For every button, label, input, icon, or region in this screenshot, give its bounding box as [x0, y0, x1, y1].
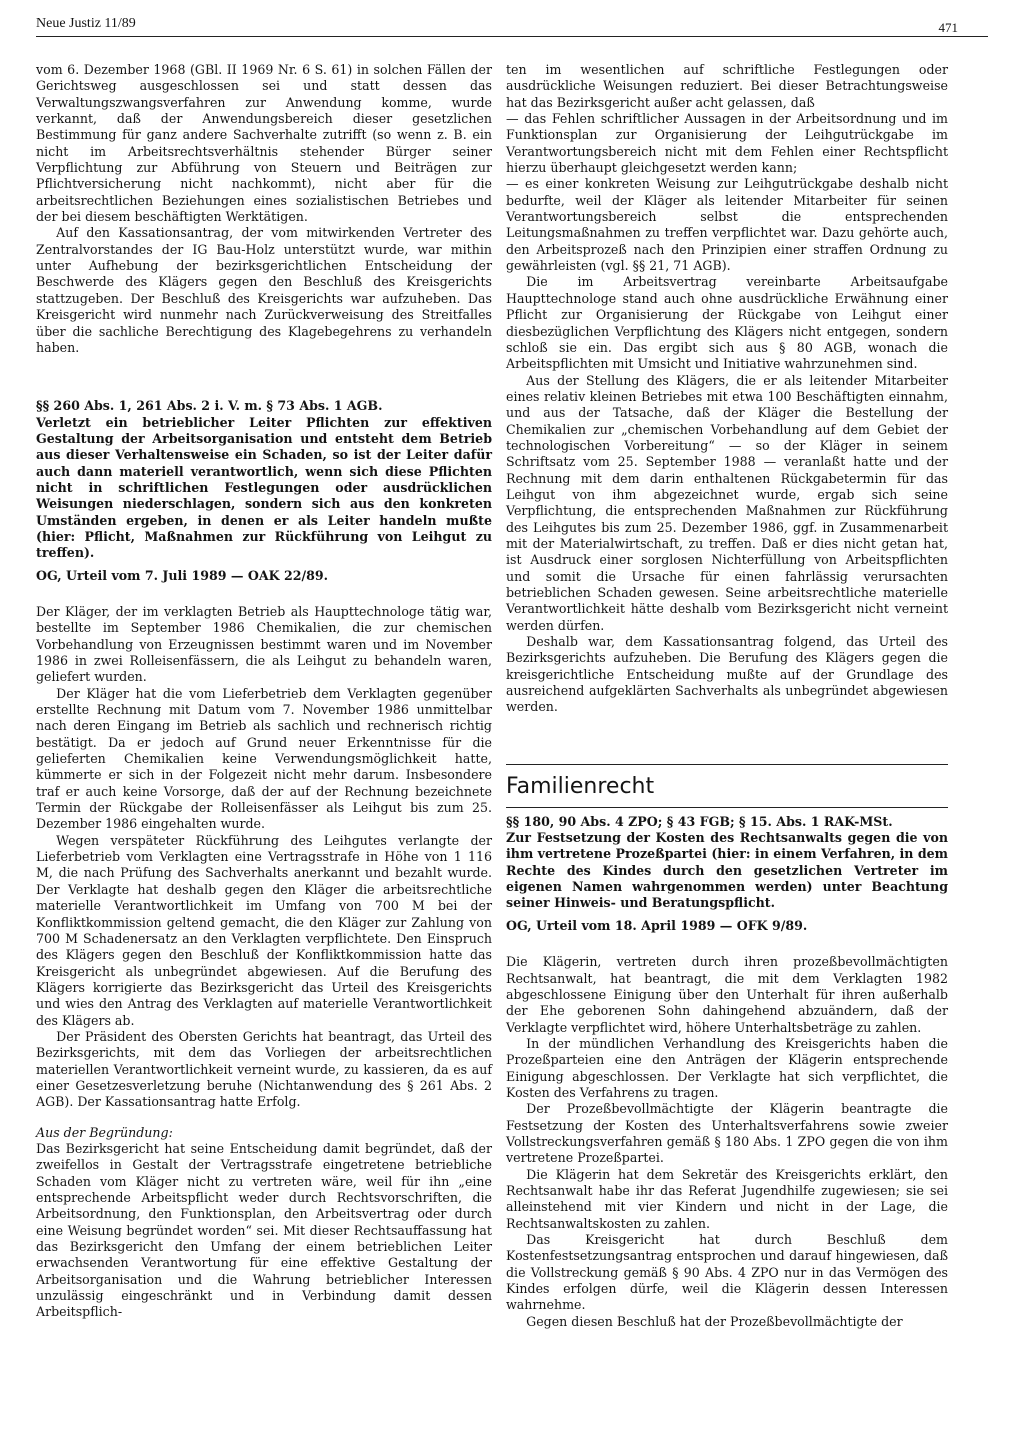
spacer	[36, 1111, 492, 1125]
paragraph: Aus der Stellung des Klägers, die er als leitender Mitarbeiter eines relativ kleinen Betriebes mit etwa 100 Beschäftigten einnahm, und aus der Tatsache, daß der Kläger die Bestellung der Chemikalien zur „chemischen Vorbehandlung auf dem Gebiet der technologischen Vorbereitung“ — so der Kläger in seinem Schriftsatz vom 25. September 1988 — veranlaßt hatte und der Rechnung mit dem darin enthaltenen Rückgabetermin für das Leihgut von ihm abgezeichnet wurde, ergab sich seine Verpflichtung, die entsprechenden Maßnahmen zur Rückführung des Leihgutes bis zum 25. Dezember 1986, ggf. in Zusammenarbeit mit der Materialwirtschaft, zu treffen. Daß er dies nicht getan hat, ist Ausdruck einer sorglosen Nichterfüllung von Arbeitspflichten und somit die Ursache für einen fahrlässig verursachten betrieblichen Schaden gewesen. Seine arbeitsrechtliche materielle Verantwortlichkeit hätte deshalb vom Bezirksgericht nicht verneint werden dürfen.	[506, 372, 948, 633]
spacer	[36, 356, 492, 398]
page-header	[36, 16, 988, 46]
paragraph: Auf den Kassationsantrag, der vom mitwirkenden Vertreter des Zentralvorstandes der IG Bau-Holz unterstützt wurde, war mithin unter Aufhebung der bezirksgerichtlichen Entscheidung der Beschwerde des Klägers gegen den Beschluß des Kreisgerichts stattzugeben. Der Beschluß des Kreisgerichts war aufzuheben. Das Kreisgericht wird nunmehr nach Zurückverweisung des Streitfalles über die sachliche Berechtigung des Klagebegehrens zu verhandeln haben.	[36, 225, 492, 355]
paragraph: Der Prozeßbevollmächtigte der Klägerin beantragte die Festsetzung der Kosten des Unterhaltsverfahrens sowie zweier Vollstreckungsverfahren gemäß § 180 Abs. 1 ZPO gegen die von ihm vertretene Prozeßpartei.	[506, 1101, 948, 1166]
spacer	[36, 584, 492, 604]
case-headnote: Zur Festsetzung der Kosten des Rechtsanwalts gegen die von ihm vertretene Prozeßpartei (hier: in einem Verfahren, in dem Rechte des Kindes durch den gesetzlichen Vertreter im eigenen Namen wahrgenommen werden) unter Beachtung seiner Hinweis- und Beratungspflicht.	[506, 830, 948, 911]
section-title: Familienrecht	[506, 764, 948, 808]
case-court: OG, Urteil vom 7. Juli 1989 — OAK 22/89.	[36, 567, 328, 583]
header-rule	[36, 36, 988, 37]
page-number: 471	[938, 20, 958, 35]
case-citation: §§ 180, 90 Abs. 4 ZPO; § 43 FGB; § 15. Abs. 1 RAK-MSt.	[506, 813, 893, 829]
paragraph: Deshalb war, dem Kassationsantrag folgend, das Urteil des Bezirksgerichts aufzuheben. Die Berufung des Klägers gegen die kreisgerichtliche Entscheidung mußte auf der Grundlage des ausreichend aufgeklärten Sachverhalts als unbegründet abgewiesen werden.	[506, 634, 948, 715]
paragraph: ten im wesentlichen auf schriftliche Festlegungen oder ausdrückliche Weisungen reduziert. Bei dieser Betrachtungsweise hat das Bezirksgericht außer acht gelassen, daß	[506, 62, 948, 110]
spacer	[506, 934, 948, 954]
right-column	[506, 62, 948, 1330]
case-headnote: Verletzt ein betrieblicher Leiter Pflichten zur effektiven Gestaltung der Arbeitsorganisation und entsteht dem Betrieb aus dieser Verhaltensweise ein Schaden, so ist der Leiter dafür auch dann materiell verantwortlich, wenn sich diese Pflichten nicht in schriftlichen Festlegungen oder ausdrücklichen Weisungen niederschlagen, sondern sich aus den konkreten Umständen ergeben, in denen er als Leiter handeln mußte (hier: Pflicht, Maßnahmen zur Rückführung von Leihgut zu treffen).	[36, 414, 492, 561]
journal-title: Neue Justiz 11/89	[36, 16, 136, 31]
paragraph: Der Präsident des Obersten Gerichts hat beantragt, das Urteil des Bezirksgerichts, mit dem das Vorliegen der arbeitsrechtlichen materiellen Verantwortlichkeit verneint wurde, zu kassieren, da es auf einer Gesetzesverletzung beruhe (Nichtanwendung des § 261 Abs. 2 AGB). Der Kassationsantrag hatte Erfolg.	[36, 1028, 492, 1110]
list-item: — das Fehlen schriftlicher Aussagen in der Arbeitsordnung und im Funktionsplan zur Organisierung der Leihgutrückgabe im Verantwortungsbereich nicht mit dem Fehlen einer Rechtspflicht hierzu überhaupt gleichgesetzt werden kann;	[506, 111, 948, 176]
case-court: OG, Urteil vom 18. April 1989 — OFK 9/89.	[506, 917, 808, 933]
paragraph: In der mündlichen Verhandlung des Kreisgerichts haben die Prozeßparteien eine den Anträgen der Klägerin entsprechende Einigung abgeschlossen. Der Verklagte hat sich verpflichtet, die Kosten des Verfahrens zu tragen.	[506, 1035, 948, 1100]
paragraph: vom 6. Dezember 1968 (GBl. II 1969 Nr. 6 S. 61) in solchen Fällen der Gerichtsweg ausgeschlossen sei und statt dessen das Verwaltungszwangsverfahren zur Anwendung komme, wurde verkannt, daß der Anwendungsbereich dieser gesetzlichen Bestimmung für ganz andere Sachverhalte zutrifft (so wenn z. B. ein nicht im Arbeitsrechtsverhältnis stehender Bürger seiner Verpflichtung zur Abführung von Steuern und Beiträgen zur Pflichtversicherung nicht nachkommt), nicht aber für die arbeitsrechtlichen Beziehungen eines sozialistischen Betriebes und der bei diesem beschäftigten Werktätigen.	[36, 62, 492, 225]
paragraph: Wegen verspäteter Rückführung des Leihgutes verlangte der Lieferbetrieb vom Verklagten eine Vertragsstrafe in Höhe von 1 116 M, die nach Prüfung des Sachverhalts anerkannt und bezahlt wurde. Der Verklagte hat deshalb gegen den Kläger die arbeitsrechtliche materielle Verantwortlichkeit im Umfang von 700 M bei der Konfliktkommission geltend gemacht, die den Kläger zur Zahlung von 700 M Schadenersatz an den Verklagten verpflichtete. Den Einspruch des Klägers gegen den Beschluß der Konfliktkommission hatte das Kreisgericht als unbegründet abgewiesen. Auf die Berufung des Klägers korrigierte das Bezirksgericht das Urteil des Kreisgerichts und wies den Antrag des Verklagten auf materielle Verantwortlichkeit des Klägers ab.	[36, 832, 492, 1028]
paragraph: Das Kreisgericht hat durch Beschluß dem Kostenfestsetzungsantrag entsprochen und darauf hingewiesen, daß die Vollstreckung gemäß § 90 Abs. 4 ZPO nur in das Vermögen des Kindes erfolgen dürfe, weil die Klägerin dessen Interessen wahrnehme.	[506, 1232, 948, 1313]
paragraph: Der Kläger, der im verklagten Betrieb als Haupttechnologe tätig war, bestellte im September 1986 Chemikalien, die zur chemischen Vorbehandlung von Erzeugnissen bestimmt waren und im November 1986 in zwei Rolleisenfässern, die als Leihgut zu behandeln waren, geliefert wurden.	[36, 603, 492, 685]
list-item: — es einer konkreten Weisung zur Leihgutrückgabe deshalb nicht bedurfte, weil der Kläger als leitender Mitarbeiter für seinen Verantwortungsbereich selbst die entsprechenden Leitungsmaßnahmen zu treffen verpflichtet war. Dazu gehörte auch, den Arbeitsprozeß nach den Prinzipien einer straffen Ordnung zu gewährleisten (vgl. §§ 21, 71 AGB).	[506, 176, 948, 274]
paragraph: Der Kläger hat die vom Lieferbetrieb dem Verklagten gegenüber erstellte Rechnung mit Datum vom 7. November 1986 unmittelbar nach deren Eingang im Betrieb als sachlich und rechnerisch richtig bestätigt. Da er jedoch auf Grund neuer Erkenntnisse für die gelieferten Chemikalien keine Verwendungsmöglichkeit hatte, kümmerte er sich in der Folgezeit nicht mehr darum. Insbesondere traf er auch keine Vorsorge, daß der auf der Rechnung bezeichnete Termin der Rückgabe der Rolleisenfässer als Leihgut bis zum 25. Dezember 1986 eingehalten wurde.	[36, 685, 492, 832]
case-citation: §§ 260 Abs. 1, 261 Abs. 2 i. V. m. § 73 Abs. 1 AGB.	[36, 398, 383, 414]
paragraph: Die Klägerin hat dem Sekretär des Kreisgerichts erklärt, den Rechtsanwalt habe ihr das Referat Jugendhilfe zugewiesen; sie sei alleinstehend mit vier Kindern und nicht in der Lage, die Rechtsanwaltskosten zu zahlen.	[506, 1166, 948, 1231]
paragraph: Die Klägerin, vertreten durch ihren prozeßbevollmächtigten Rechtsanwalt, hat beantragt, die mit dem Verklagten 1982 abgeschlossene Einigung über den Unterhalt für ihren außerhalb der Ehe geborenen Sohn dahingehend abzuändern, daß der Verklagte verpflichtet wird, höhere Unterhaltsbeträge zu zahlen.	[506, 954, 948, 1035]
paragraph: Gegen diesen Beschluß hat der Prozeßbevollmächtigte der	[526, 1313, 903, 1329]
left-column	[36, 62, 492, 1321]
reasons-heading: Aus der Begründung:	[36, 1124, 173, 1140]
paragraph: Die im Arbeitsvertrag vereinbarte Arbeitsaufgabe Haupttechnologe stand auch ohne ausdrückliche Erwähnung einer Pflicht zur Organisierung der Rückgabe von Leihgut einer diesbezüglichen Verpflichtung des Klägers nicht entgegen, sondern schloß sie ein. Das ergibt sich aus § 80 AGB, wonach die Arbeitspflichten mit Umsicht und Initiative wahrzunehmen sind.	[506, 274, 948, 372]
paragraph: Das Bezirksgericht hat seine Entscheidung damit begründet, daß der zweifellos in Gestalt der Vertragsstrafe eingetretene betriebliche Schaden vom Kläger nicht zu vertreten wäre, weil für ihn „eine entsprechende Arbeitspflicht weder durch Rechtsvorschriften, die Arbeitsordnung, den Funktionsplan, den Arbeitsvertrag oder durch eine Weisung begründet worden“ sei. Mit dieser Rechtsauffassung hat das Bezirksgericht den Umfang der einem betrieblichen Leiter erwachsenden Verantwortung für eine effektive Gestaltung der Arbeitsorganisation und die Wahrung betrieblicher Interessen unzulässig eingeschränkt und in Verbindung damit dessen Arbeitspflich-	[36, 1140, 492, 1320]
